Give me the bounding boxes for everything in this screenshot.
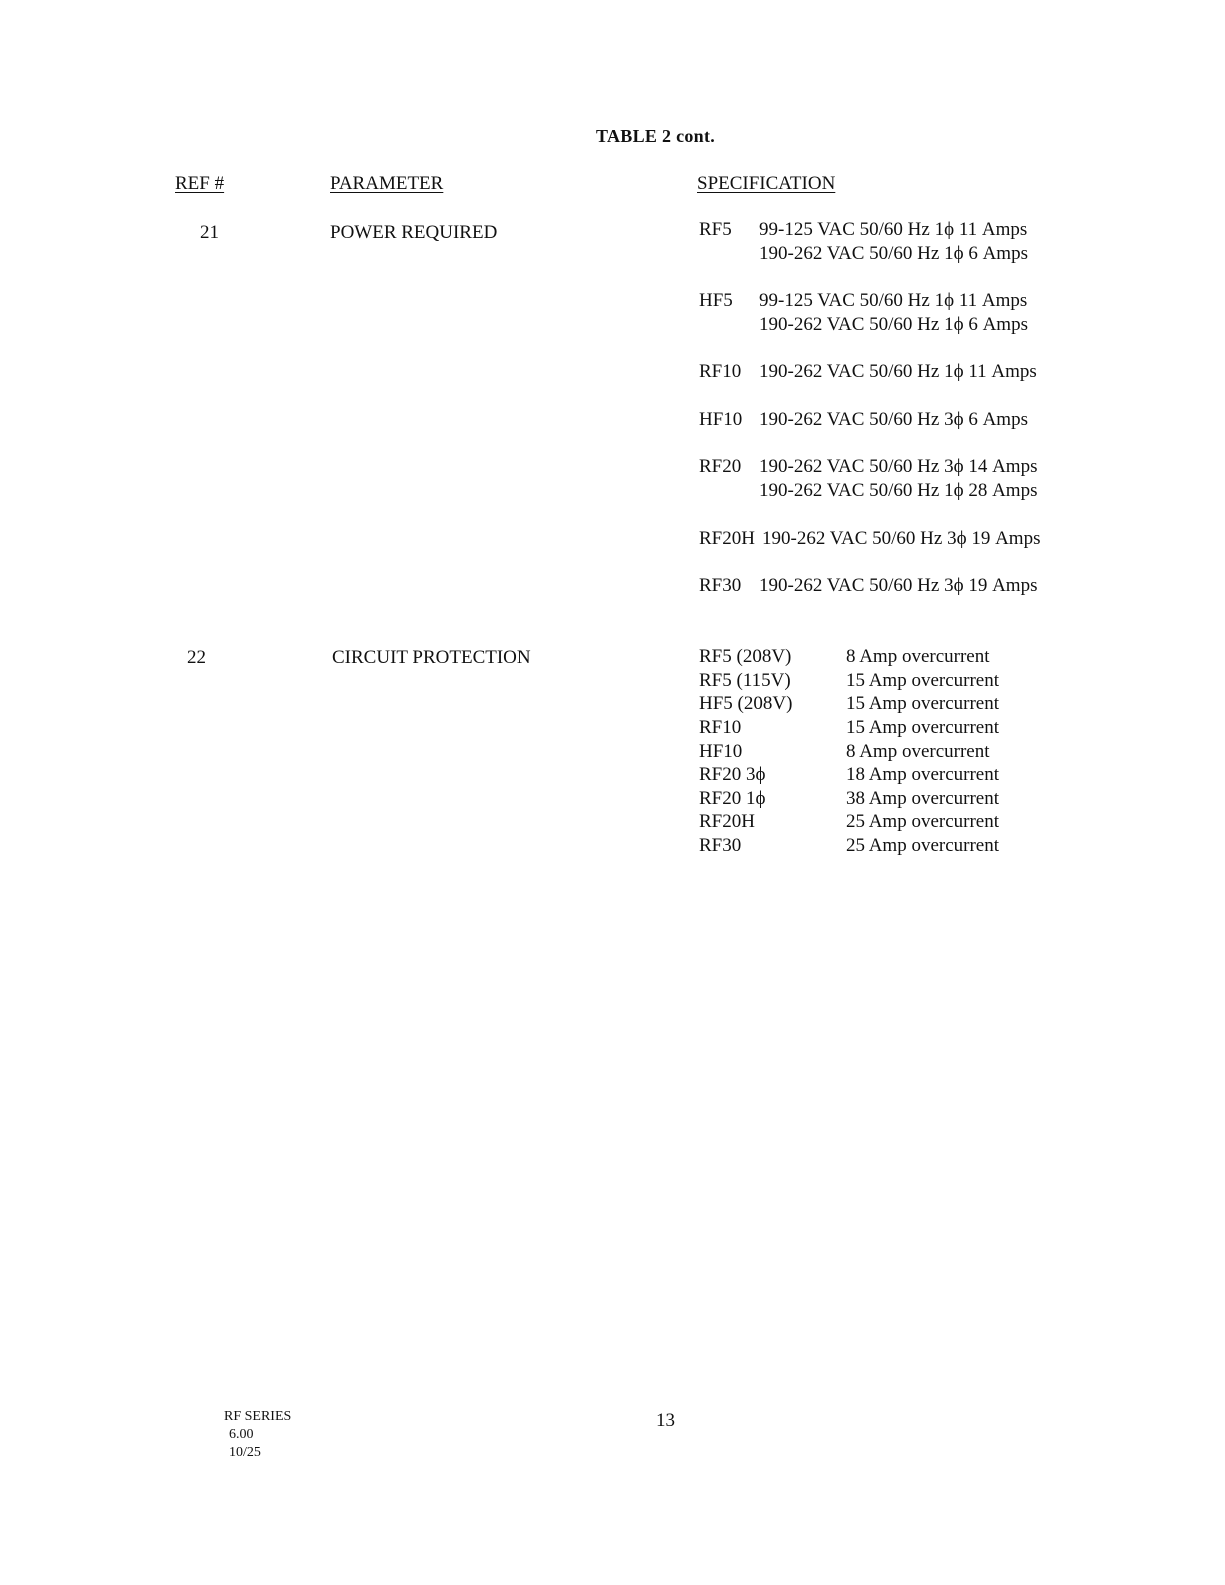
protection-value: 8 Amp overcurrent	[846, 741, 990, 762]
parameter-name: POWER REQUIRED	[330, 222, 498, 243]
spec-model: RF5	[699, 219, 732, 240]
header-parameter: PARAMETER	[330, 173, 444, 194]
footer-version: 6.00	[229, 1427, 254, 1442]
spec-model: RF20	[699, 456, 742, 477]
protection-spec-block	[699, 0, 1119, 1585]
protection-model: RF20 1ϕ	[699, 788, 766, 809]
protection-model: RF20H	[699, 811, 755, 832]
spec-line: 190-262 VAC 50/60 Hz 3ϕ 19 Amps	[762, 528, 1041, 549]
spec-line: 99-125 VAC 50/60 Hz 1ϕ 11 Amps	[759, 290, 1028, 311]
protection-value: 38 Amp overcurrent	[846, 788, 1000, 809]
page-number: 13	[656, 1410, 675, 1431]
protection-value: 18 Amp overcurrent	[846, 764, 1000, 785]
protection-value: 15 Amp overcurrent	[846, 693, 1000, 714]
spec-line: 99-125 VAC 50/60 Hz 1ϕ 11 Amps	[759, 219, 1028, 240]
spec-model: HF10	[699, 409, 743, 430]
protection-model: RF30	[699, 835, 742, 856]
footer-date: 10/25	[229, 1445, 261, 1460]
spec-model: RF30	[699, 575, 742, 596]
spec-line: 190-262 VAC 50/60 Hz 1ϕ 6 Amps	[759, 243, 1028, 264]
header-specification: SPECIFICATION	[697, 173, 836, 194]
header-ref: REF #	[175, 173, 225, 194]
spec-model: HF5	[699, 290, 733, 311]
spec-line: 190-262 VAC 50/60 Hz 3ϕ 14 Amps	[759, 456, 1038, 477]
spec-line: 190-262 VAC 50/60 Hz 3ϕ 6 Amps	[759, 409, 1028, 430]
protection-model: RF20 3ϕ	[699, 764, 766, 785]
protection-value: 25 Amp overcurrent	[846, 811, 1000, 832]
spec-line: 190-262 VAC 50/60 Hz 1ϕ 28 Amps	[759, 480, 1038, 501]
spec-model: RF10	[699, 361, 742, 382]
protection-model: HF5 (208V)	[699, 693, 793, 714]
protection-model: RF5 (208V)	[699, 646, 792, 667]
protection-value: 15 Amp overcurrent	[846, 670, 1000, 691]
protection-value: 25 Amp overcurrent	[846, 835, 1000, 856]
table-title: TABLE 2 cont.	[596, 126, 716, 146]
spec-line: 190-262 VAC 50/60 Hz 1ϕ 6 Amps	[759, 314, 1028, 335]
protection-value: 15 Amp overcurrent	[846, 717, 1000, 738]
spec-line: 190-262 VAC 50/60 Hz 3ϕ 19 Amps	[759, 575, 1038, 596]
ref-number: 21	[200, 222, 219, 243]
spec-model: RF20H	[699, 528, 755, 549]
protection-model: RF10	[699, 717, 742, 738]
ref-number: 22	[187, 647, 206, 668]
footer-series: RF SERIES	[224, 1409, 292, 1424]
protection-model: HF10	[699, 741, 743, 762]
parameter-name: CIRCUIT PROTECTION	[332, 647, 531, 668]
spec-line: 190-262 VAC 50/60 Hz 1ϕ 11 Amps	[759, 361, 1037, 382]
protection-model: RF5 (115V)	[699, 670, 791, 691]
protection-value: 8 Amp overcurrent	[846, 646, 990, 667]
